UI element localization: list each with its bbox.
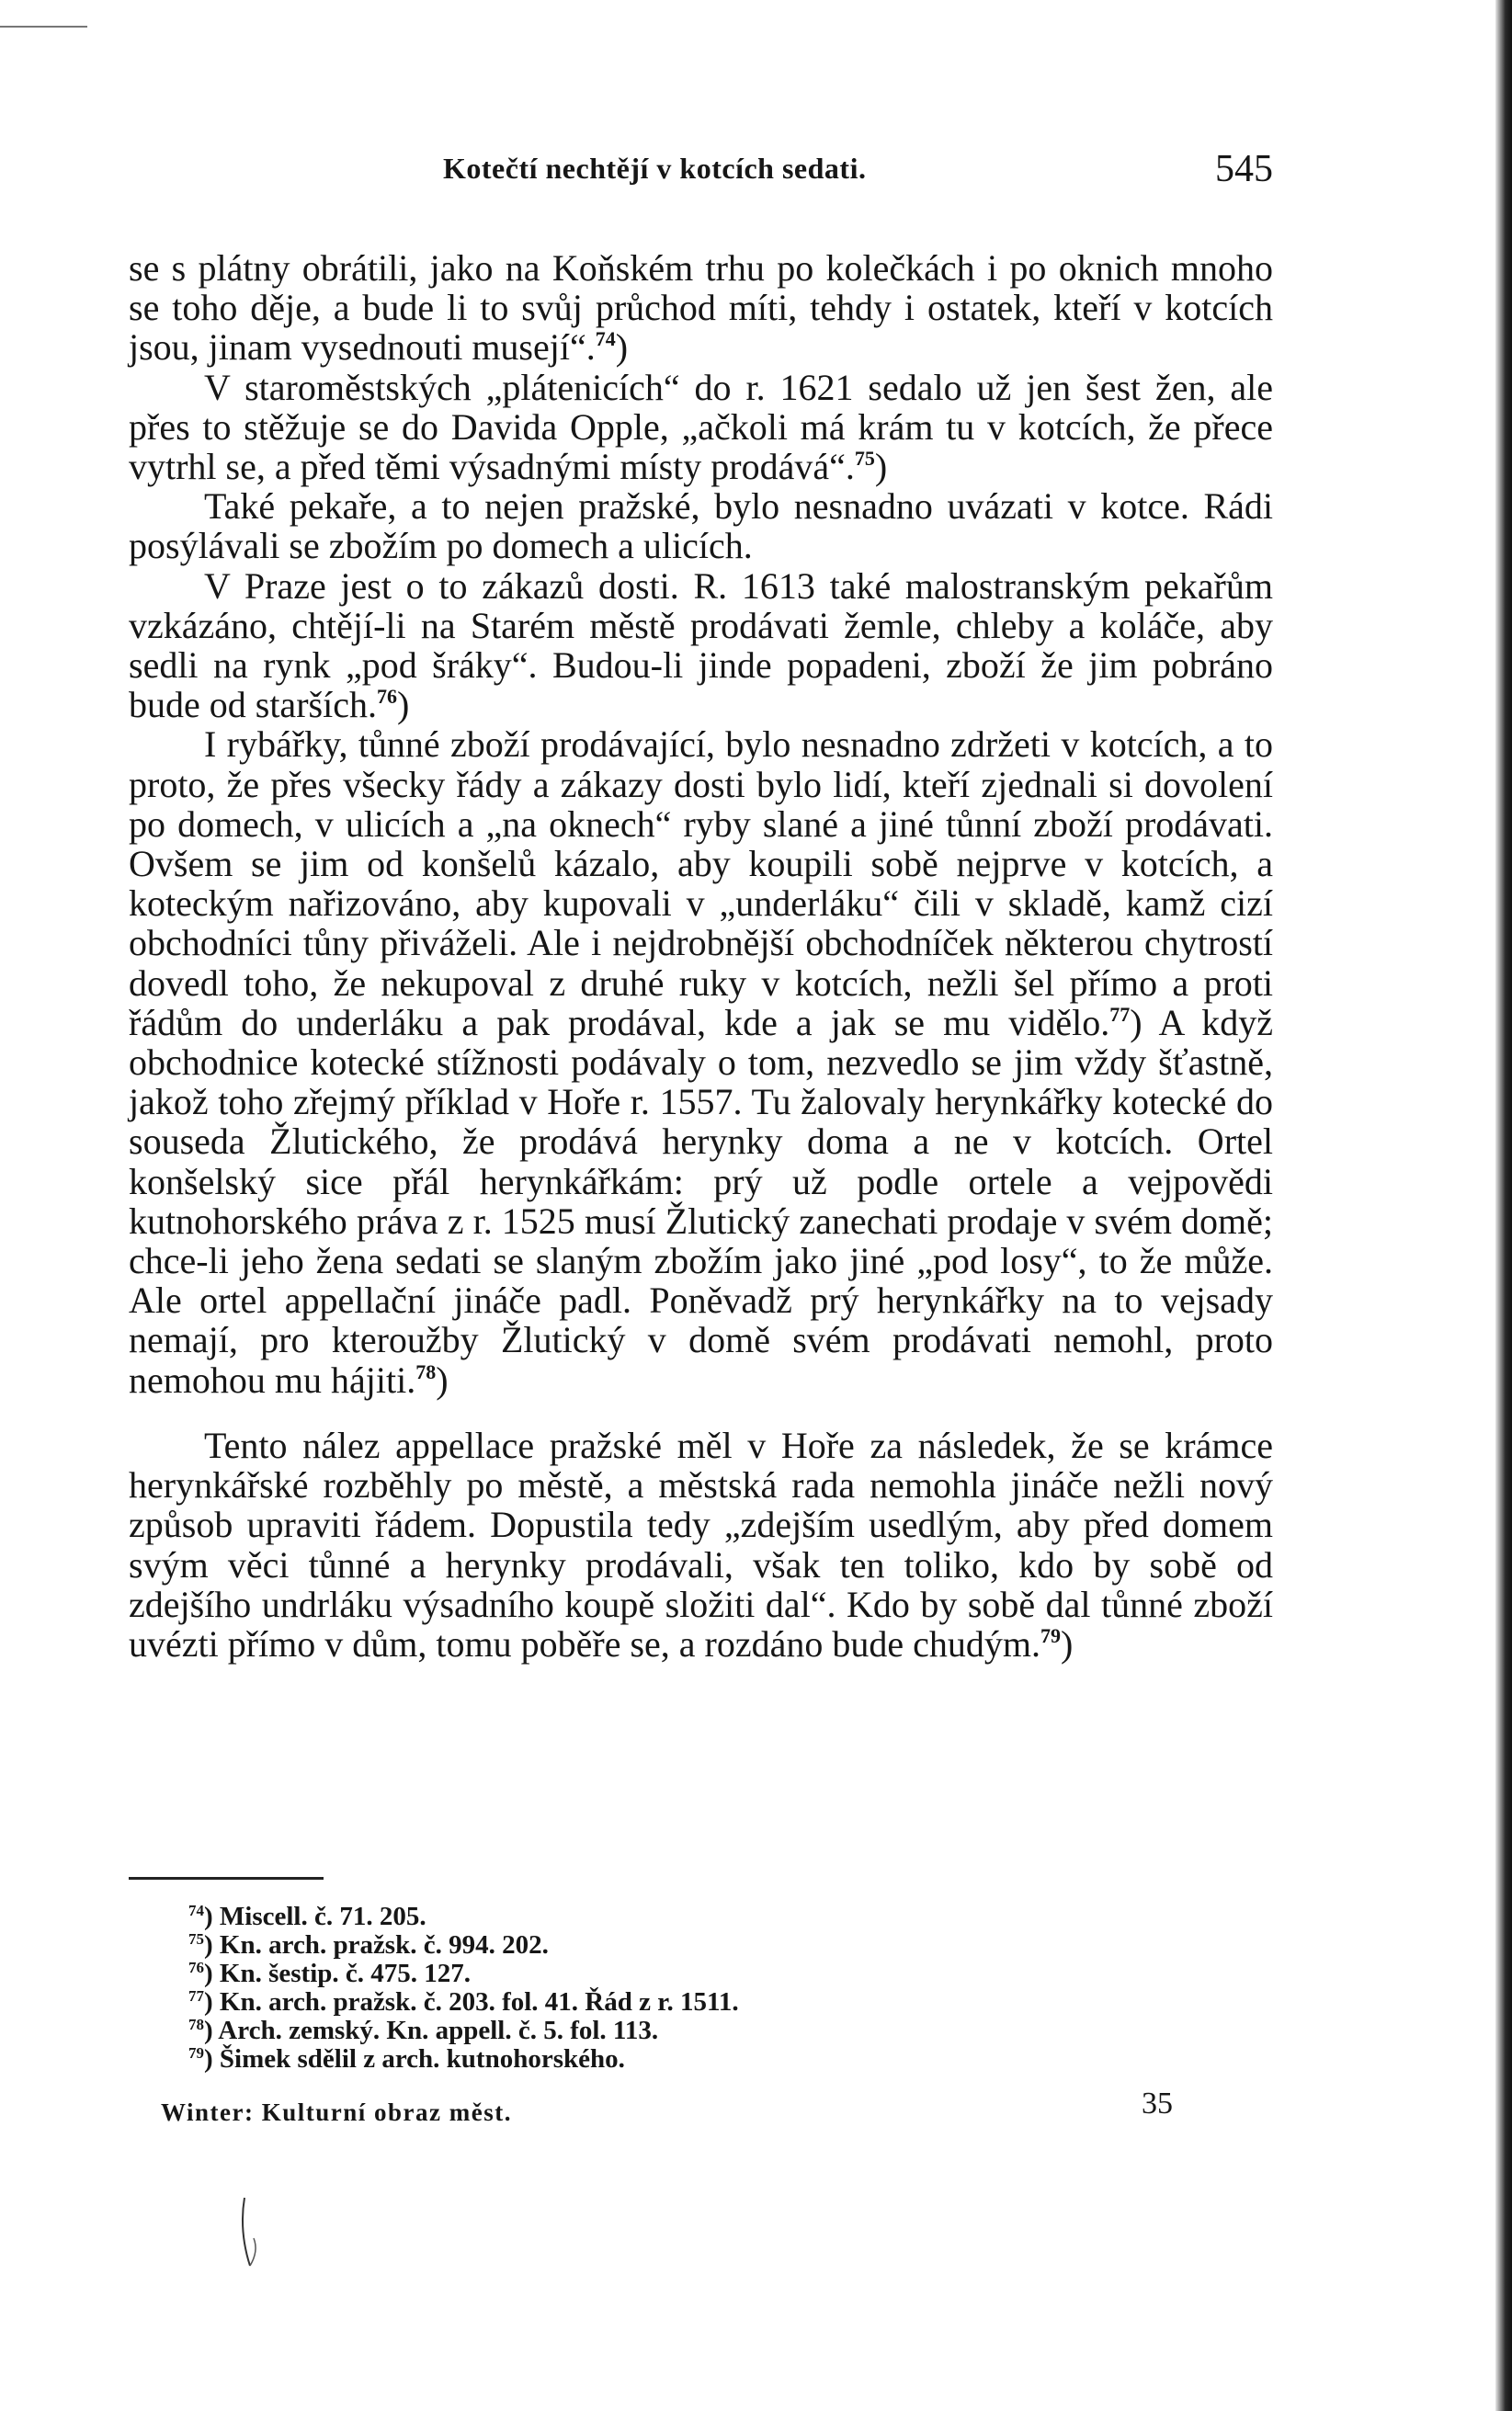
paragraph-text: )	[615, 326, 629, 369]
footnote-number: 74	[188, 1902, 204, 1919]
footnote-text: ) Kn. arch. pražsk. č. 203. fol. 41. Řád z r. 1511.	[204, 1987, 739, 2017]
sheet-number: 35	[1142, 2087, 1173, 2121]
body-text	[129, 248, 1273, 1664]
footnotes	[188, 1903, 1016, 2074]
paragraph-text: V staroměstských „plátenicích“ do r. 1621 sedalo už jen šest žen, ale přes to stěžuje se do Davida Opple, „ačkoli má krám tu v kotcích, že přece vytrhl se, a před těmi výsadnými místy prodává“.	[129, 366, 1273, 488]
paragraph-text: se s plátny obrátili, jako na Koňském trhu po kolečkách i po oknich mnoho se toho děje, a bude li to svůj průchod míti, tehdy i ostatek, kteří v kotcích jsou, jinam vysednouti musejí“.	[129, 247, 1273, 369]
footnote-text: ) Kn. šestip. č. 475. 127.	[204, 1959, 471, 1988]
paragraph-text: Také pekaře, a to nejen pražské, bylo nesnadno uvázati v kotce. Rádi posýlávali se zbožím po domech a ulicích.	[129, 485, 1273, 567]
footnote-ref: 78	[415, 1359, 437, 1383]
paragraph	[129, 368, 1273, 487]
paragraph	[129, 724, 1273, 1399]
printer-signature: Winter: Kulturní obraz měst.	[161, 2098, 512, 2126]
paragraph-text: Tento nález appellace pražské měl v Hoře za následek, že se krámce herynkářské rozběhly po městě, a městská rada nemohla jináče nežli nový způsob upraviti řádem. Dopustila tedy „zdejším usedlým, aby před domem svým věci tůnné a herynky prodávali, však ten toliko, kdo by sobě od zdejšího undrláku výsadního koupě složiti dal“. Kdo by sobě dal tůnné zboží uvézti přímo v dům, tomu poběře se, a rozdáno bude chudým.	[129, 1424, 1273, 1665]
paragraph	[129, 248, 1273, 368]
footnote	[188, 2045, 1016, 2074]
page-number: 545	[1215, 148, 1273, 190]
footnote-number: 78	[188, 2016, 204, 2033]
footnote-number: 75	[188, 1930, 204, 1948]
footnote	[188, 2017, 1016, 2045]
footnote-text: ) Arch. zemský. Kn. appell. č. 5. fol. 113.	[204, 2016, 659, 2045]
footnote-ref: 76	[376, 685, 397, 709]
footnote-text: ) Miscell. č. 71. 205.	[204, 1902, 426, 1931]
paragraph-text: V Praze jest o to zákazů dosti. R. 1613 také malostranským pekařům vzkázáno, chtějí-li na Starém městě prodávati žemle, chleby a koláče, aby sedli na rynk „pod šráky“. Budou-li jinde popadeni, zboží že jim pobráno bude od starších.	[129, 564, 1273, 726]
footnote-ref: 74	[595, 327, 616, 351]
paragraph	[129, 1426, 1273, 1664]
paragraph-text: )	[436, 1359, 449, 1401]
footnote	[188, 1988, 1016, 2017]
paragraph-text: I rybářky, tůnné zboží prodávající, bylo nesnadno zdržeti v kotcích, a to proto, že přes všecky řády a zákazy dosti bylo lidí, kteří zjednali si dovolení po domech, v ulicích a „na oknech“ ryby slané a jiné tůnní zboží prodávati. Ovšem se jim od konšelů kázalo, aby koupili sobě nejprve v kotcích, a koteckým nařizováno, aby kupovali v „underláku“ čili v skladě, kamž cizí obchodníci tůny přiváželi. Ale i nejdrobnější obchodníček některou chytrostí dovedl toho, že nekupoval z druhé ruky v kotcích, nežli šel přímo a proti řádům do underláku a pak prodával, kde a jak se mu vidělo.	[129, 723, 1273, 1043]
footnote-number: 76	[188, 1959, 204, 1976]
footnote-text: ) Šimek sdělil z arch. kutnohorského.	[204, 2044, 625, 2074]
footnote	[188, 1903, 1016, 1931]
footnote-text: ) Kn. arch. pražsk. č. 994. 202.	[204, 1930, 549, 1960]
footnote-number: 79	[188, 2044, 204, 2062]
running-header	[129, 147, 1273, 202]
footnote-ref: 79	[1040, 1623, 1061, 1647]
footnote-number: 77	[188, 1987, 204, 2005]
paragraph-text: )	[874, 446, 888, 488]
paragraph-text: ) A když obchodnice kotecké stížnosti podávaly o tom, nezvedlo se jim vždy šťastně, jakož toho zřejmý příklad v Hoře r. 1557. Tu žalovaly herynkářky kotecké do souseda Žlutického, že prodává herynky doma a ne v kotcích. Ortel konšelský sice přál herynkářkám: prý už podle ortele a vejpovědi kutnohorského práva z r. 1525 musí Žlutický zanechati prodaje v svém domě; chce-li jeho žena sedati se slaným zbožím jako jiné „pod losy“, to že může. Ale ortel appellační jináče padl. Poněvadž prý herynkářky na to vejsady nemají, pro kteroužby Žlutický v domě svém prodávati nemohl, proto nemohou mu hájiti.	[129, 1001, 1273, 1401]
paragraph	[129, 486, 1273, 565]
paragraph-text: )	[1060, 1622, 1074, 1665]
footnote-rule	[129, 1877, 324, 1880]
running-title: Kotečtí nechtějí v kotcích sedati.	[443, 152, 867, 185]
footnote-ref: 77	[1109, 1002, 1131, 1026]
footnote	[188, 1960, 1016, 1988]
footnote	[188, 1931, 1016, 1960]
page-corner-mark	[0, 0, 87, 28]
page-edge-shadow	[1495, 0, 1512, 2411]
paragraph	[129, 566, 1273, 725]
ink-mark	[237, 2192, 292, 2275]
paragraph-text: )	[396, 684, 410, 726]
footnote-ref: 75	[854, 447, 875, 471]
